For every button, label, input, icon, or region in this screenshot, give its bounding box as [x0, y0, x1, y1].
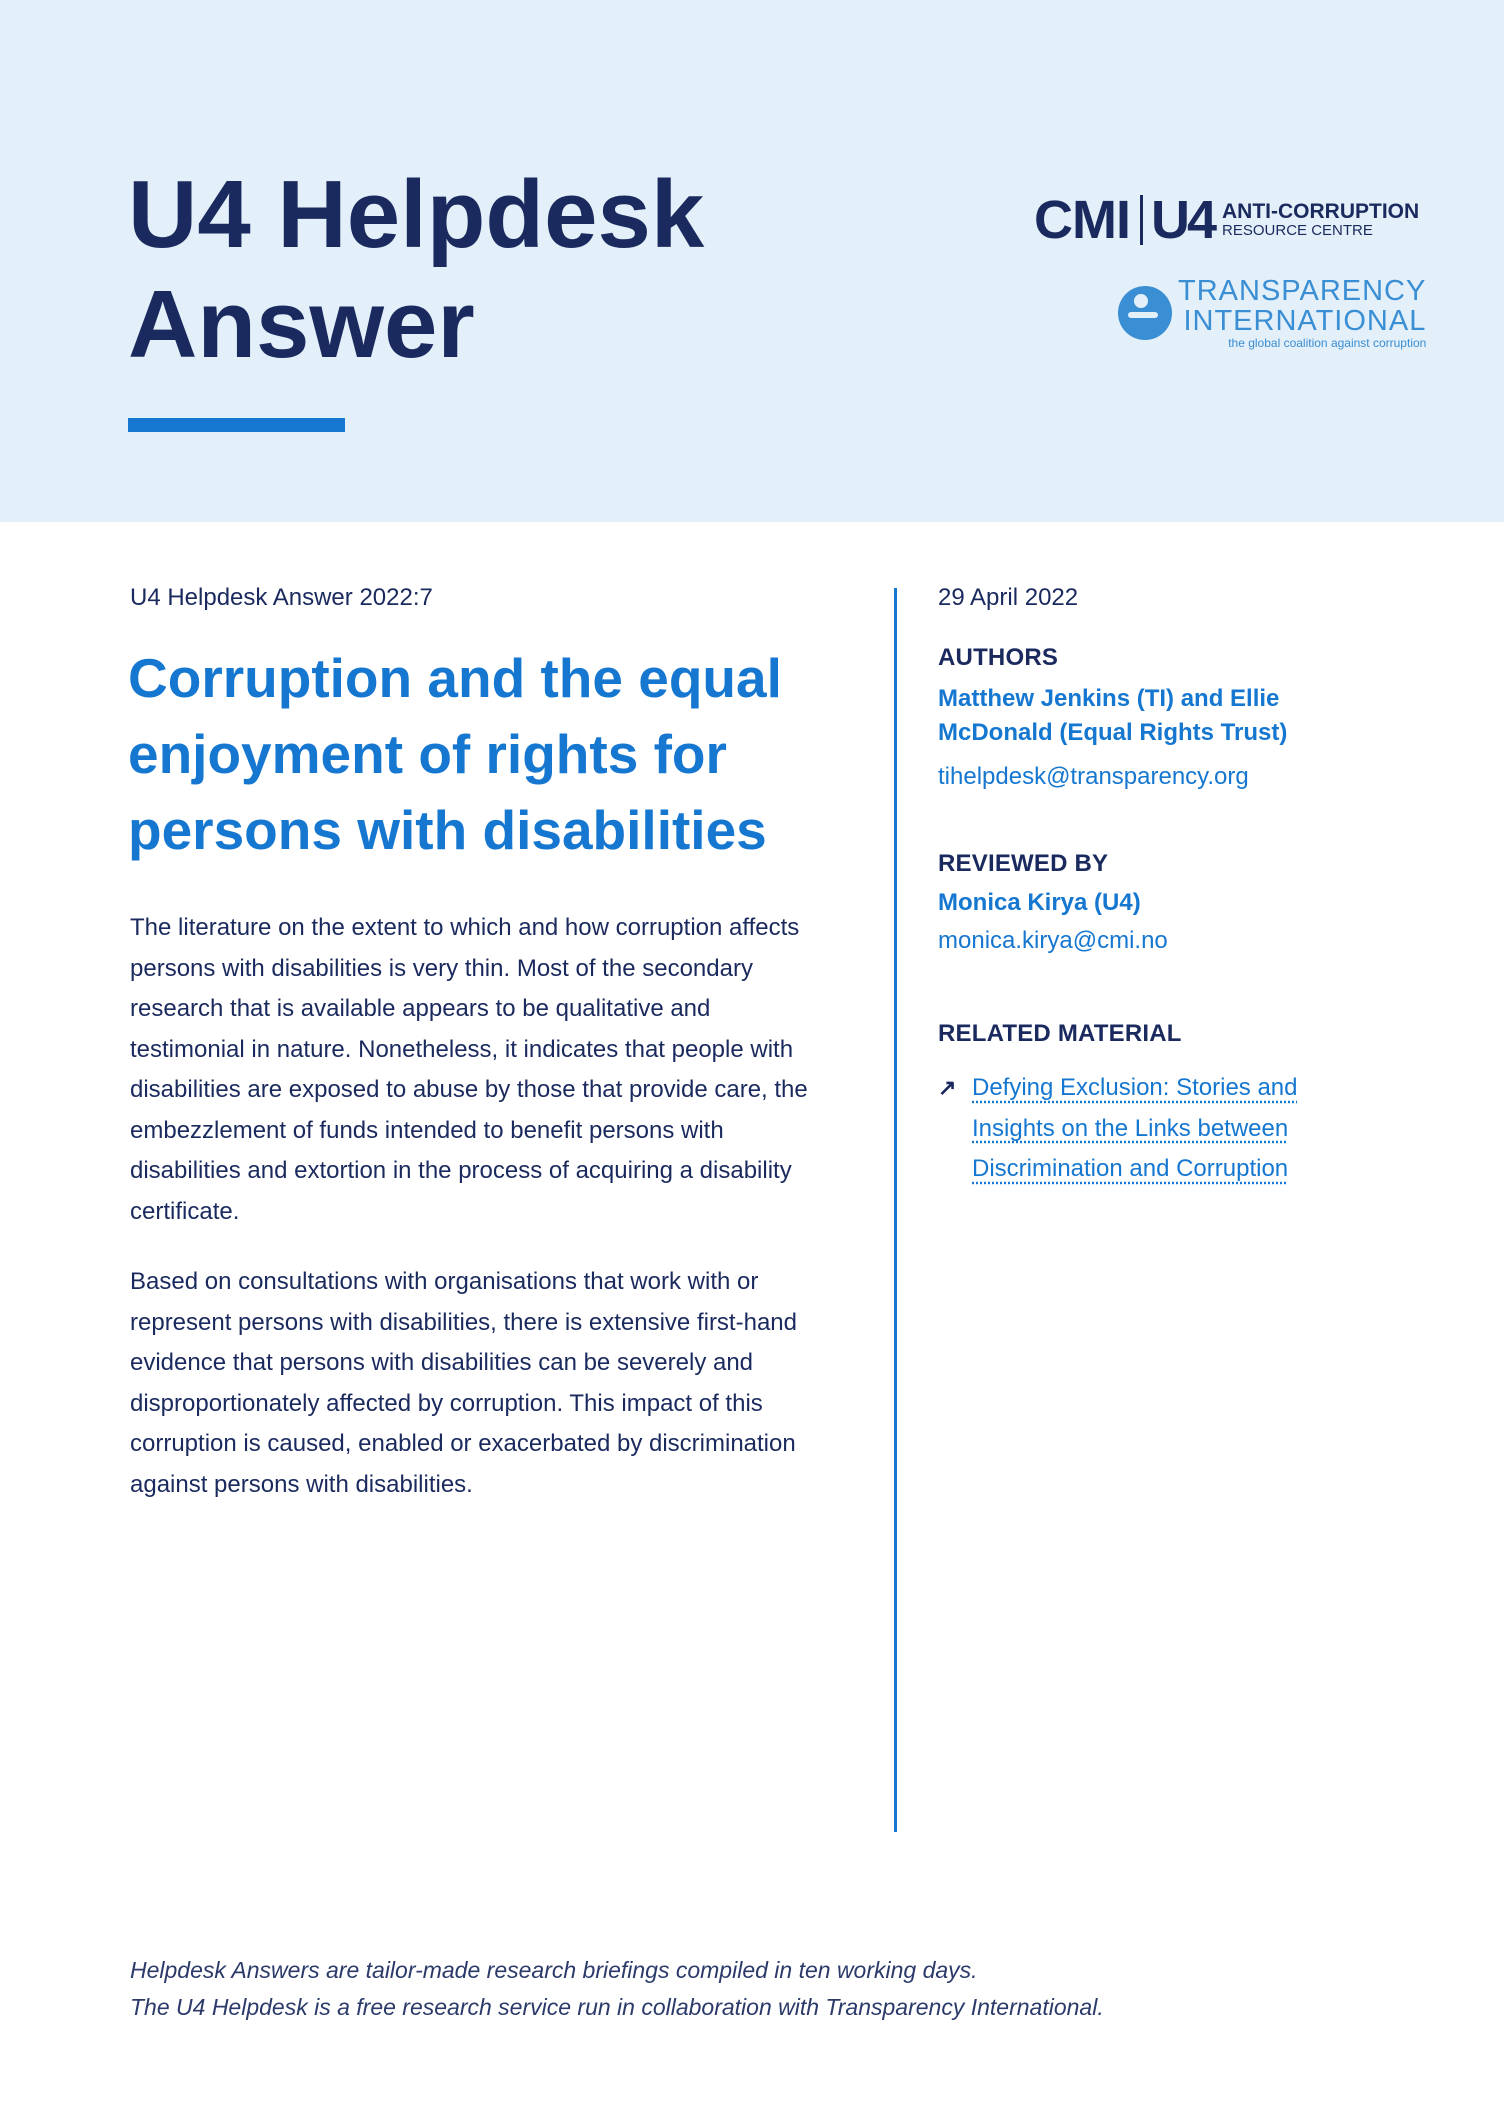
page-title-line: Answer [128, 271, 475, 378]
document-title-line: enjoyment of rights for [128, 723, 727, 785]
ti-logo-text [1178, 276, 1426, 350]
footer-line: Helpdesk Answers are tailor-made research briefings compiled in ten working days. [130, 1957, 978, 1983]
document-title-line: persons with disabilities [128, 799, 767, 861]
logo-divider [1140, 195, 1143, 245]
abstract [130, 908, 810, 1535]
anti-corruption-label [1222, 201, 1419, 239]
footer-line: The U4 Helpdesk is a free research service run in collaboration with Transparency International. [130, 1994, 1104, 2020]
arrow-up-right-icon: ↗ [938, 1075, 957, 1100]
sidebar [938, 584, 1338, 1182]
ti-tagline: the global coalition against corruption [1228, 336, 1427, 350]
ti-logo-line: TRANSPARENCY [1178, 275, 1427, 307]
authors-names: Matthew Jenkins (TI) and Ellie McDonald (Equal Rights Trust) [938, 685, 1288, 746]
document-title-line: Corruption and the equal [128, 647, 782, 709]
document-title [128, 640, 828, 868]
cmi-logo-text: CMI [1034, 190, 1130, 250]
abstract-paragraph: Based on consultations with organisations that work with or represent persons with disabilities, there is extensive first-hand evidence that persons with disabilities can be severely and disproportionately affected by corruption. This impact of this corruption is caused, enabled or exacerbated by discrimination against persons with disabilities. [130, 1268, 797, 1498]
reviewer-name: Monica Kirya (U4) [938, 889, 1141, 916]
related-material-link[interactable]: Defying Exclusion: Stories and Insights on the Links between Discrimination and Corruption [972, 1074, 1298, 1182]
series-number: U4 Helpdesk Answer 2022:7 [130, 584, 433, 611]
ti-person-icon [1118, 286, 1172, 340]
footer-note [130, 1952, 1330, 2026]
header-banner [0, 0, 1504, 522]
authors-email-link[interactable]: tihelpdesk@transparency.org [938, 763, 1249, 790]
transparency-international-logo [1118, 276, 1426, 350]
column-divider [894, 588, 897, 1832]
anti-corruption-text: ANTI-CORRUPTION [1222, 200, 1420, 223]
ti-logo-line: INTERNATIONAL [1183, 305, 1427, 337]
resource-centre-text: RESOURCE CENTRE [1222, 222, 1373, 239]
abstract-paragraph: The literature on the extent to which and how corruption affects persons with disabilities is very thin. Most of the secondary research that is available appears to be qualitative and testimonial in nature. Nonetheless, it indicates that people with disabilities are exposed to abuse by those that provide care, the embezzlement of funds intended to benefit persons with disabilities and extortion in the process of acquiring a disability certificate. [130, 914, 808, 1225]
related-material-item[interactable] [938, 1068, 1338, 1190]
u4-logo-mark: U4 [1150, 190, 1215, 250]
reviewed-by-heading: REVIEWED BY [938, 850, 1109, 877]
related-material-heading: RELATED MATERIAL [938, 1020, 1182, 1047]
publication-date: 29 April 2022 [938, 584, 1079, 611]
page-title-line: U4 Helpdesk [128, 161, 705, 268]
page-title [128, 160, 828, 380]
cmi-u4-logo [1034, 192, 1419, 248]
title-accent-bar [128, 418, 345, 432]
reviewer-email-link[interactable]: monica.kirya@cmi.no [938, 927, 1168, 954]
authors-heading: AUTHORS [938, 644, 1059, 671]
